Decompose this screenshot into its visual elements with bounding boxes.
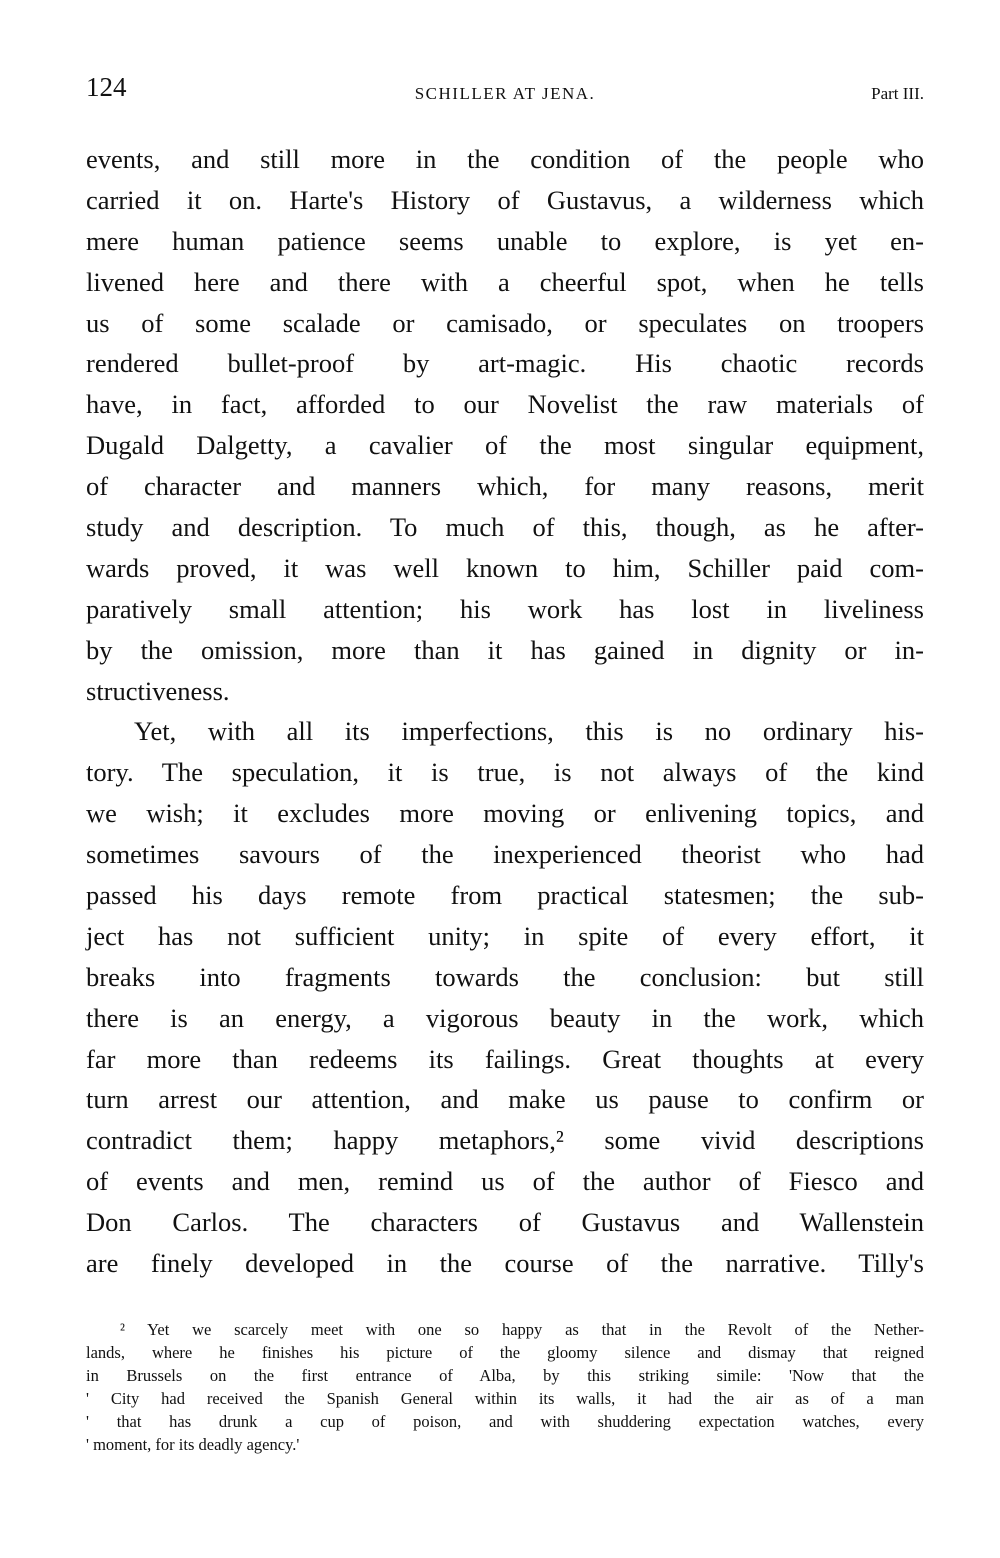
part-label: Part III. xyxy=(871,84,924,103)
text-line: paratively small attention; his work has lost in liveliness xyxy=(86,593,924,624)
text-line: Dugald Dalgetty, a cavalier of the most singular equipment, xyxy=(86,430,924,461)
text-line: events, and still more in the condition of the people who xyxy=(86,144,924,174)
footnote-line: lands, where he finishes his picture of the gloomy silence and dismay that reigned xyxy=(86,1343,924,1362)
text-line: carried it on. Harte's History of Gustavus, a wilderness which xyxy=(86,184,924,215)
footnote-line: ' moment, for its deadly agency.' xyxy=(86,1435,300,1454)
footnote-block xyxy=(86,1318,924,1456)
text-line: mere human patience seems unable to explore, is yet en- xyxy=(86,225,924,256)
text-line: of events and men, remind us of the author of Fiesco and xyxy=(86,1166,924,1197)
text-line: by the omission, more than it has gained in dignity or in- xyxy=(86,634,924,665)
footnote-line: ' City had received the Spanish General within its walls, it had the air as of a man xyxy=(86,1389,924,1408)
text-line: of character and manners which, for many reasons, merit xyxy=(86,471,924,502)
footnote-line: ' that has drunk a cup of poison, and with shuddering expectation watches, every xyxy=(86,1412,924,1431)
text-line: sometimes savours of the inexperienced theorist who had xyxy=(86,839,924,870)
text-line: tory. The speculation, it is true, is not always of the kind xyxy=(86,757,924,788)
text-line: we wish; it excludes more moving or enlivening topics, and xyxy=(86,798,924,829)
running-title: SCHILLER AT JENA. xyxy=(414,84,596,103)
text-line: us of some scalade or camisado, or speculates on troopers xyxy=(86,307,924,338)
page-header xyxy=(86,70,924,110)
paragraph-end-line: structiveness. xyxy=(86,675,230,706)
text-line: there is an energy, a vigorous beauty in the work, which xyxy=(86,1002,924,1033)
text-line: passed his days remote from practical statesmen; the sub- xyxy=(86,880,924,911)
footnote-line: ² Yet we scarcely meet with one so happy as that in the Revolt of the Nether- xyxy=(120,1320,924,1339)
text-line: Don Carlos. The characters of Gustavus and Wallenstein xyxy=(86,1207,924,1238)
text-line: far more than redeems its failings. Great thoughts at every xyxy=(86,1043,924,1074)
text-line: livened here and there with a cheerful spot, when he tells xyxy=(86,266,924,297)
text-line: study and description. To much of this, though, as he after- xyxy=(86,512,924,543)
text-line: contradict them; happy metaphors,² some vivid descriptions xyxy=(86,1125,924,1156)
main-text xyxy=(86,139,924,1284)
text-line: ject has not sufficient unity; in spite of every effort, it xyxy=(86,920,924,951)
footnote-line: in Brussels on the first entrance of Alba, by this striking simile: 'Now that the xyxy=(86,1366,924,1385)
text-line: have, in fact, afforded to our Novelist the raw materials of xyxy=(86,389,924,420)
text-line: are finely developed in the course of the narrative. Tilly's xyxy=(86,1248,924,1279)
text-line: turn arrest our attention, and make us pause to confirm or xyxy=(86,1084,924,1115)
text-line: wards proved, it was well known to him, Schiller paid com- xyxy=(86,552,924,583)
text-line: rendered bullet-proof by art-magic. His chaotic records xyxy=(86,348,924,379)
text-line: breaks into fragments towards the conclusion: but still xyxy=(86,961,924,992)
page-number: 124 xyxy=(86,72,127,102)
paragraph-first-line: Yet, with all its imperfections, this is no ordinary his- xyxy=(134,716,924,747)
